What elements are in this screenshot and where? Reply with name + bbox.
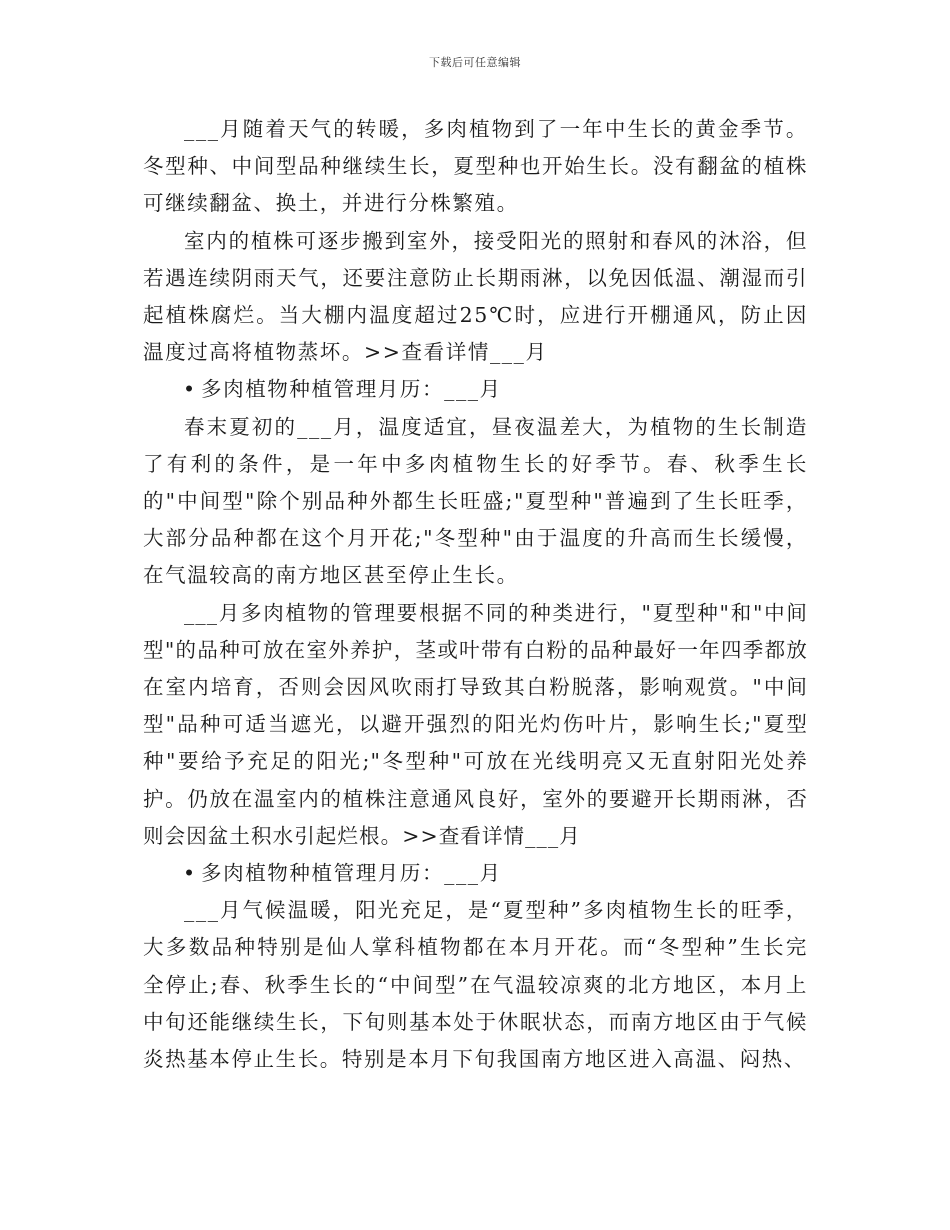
bullet-icon: • [183,861,197,886]
page-header-note: 下载后可任意编辑 [429,56,521,69]
bullet-icon: • [183,377,197,402]
document-body [143,111,808,1078]
section-heading-text: 多肉植物种植管理月历：___月 [201,861,502,886]
paragraph-may-care: ___月多肉植物的管理要根据不同的种类进行，"夏型种"和"中间型"的品种可放在室外养护，茎或叶带有白粉的品种最好一年四季都放在室内培育，否则会因风吹雨打导致其白粉脱落，影响观赏。"中间型"品种可适当遮光，以避开强烈的阳光灼伤叶片，影响生长;"夏型种"要给予充足的阳光;"冬型种"可放在光线明亮又无直射阳光处养护。仍放在温室内的植株注意通风良好，室外的要避开长期雨淋，否则会因盆土积水引起烂根。>>查看详情___月 [143,600,808,848]
paragraph-may-intro: 春末夏初的___月，温度适宜，昼夜温差大，为植物的生长制造了有利的条件，是一年中多肉植物生长的好季节。春、秋季生长的"中间型"除个别品种外都生长旺盛;"夏型种"普遍到了生长旺季，大部分品种都在这个月开花;"冬型种"由于温度的升高而生长缓慢，在气温较高的南方地区甚至停止生长。 [143,414,808,588]
paragraph-april-intro: ___月随着天气的转暖，多肉植物到了一年中生长的黄金季节。冬型种、中间型品种继续生长，夏型种也开始生长。没有翻盆的植株可继续翻盆、换土，并进行分株繁殖。 [143,117,808,216]
section-heading-text: 多肉植物种植管理月历：___月 [201,377,502,402]
section-heading-calendar-1 [143,371,808,408]
section-heading-calendar-2 [143,855,808,892]
paragraph-june-intro: ___月气候温暖，阳光充足，是“夏型种”多肉植物生长的旺季，大多数品种特别是仙人掌科植物都在本月开花。而“冬型种”生长完全停止;春、秋季生长的“中间型”在气温较凉爽的北方地区，本月上中旬还能继续生长，下旬则基本处于休眠状态，而南方地区由于气候炎热基本停止生长。特别是本月下旬我国南方地区进入高温、闷热、 [143,898,808,1072]
paragraph-april-care: 室内的植株可逐步搬到室外，接受阳光的照射和春风的沐浴，但若遇连续阴雨天气，还要注意防止长期雨淋，以免因低温、潮湿而引起植株腐烂。当大棚内温度超过25℃时，应进行开棚通风，防止因温度过高将植物蒸坏。>>查看详情___月 [143,228,808,365]
